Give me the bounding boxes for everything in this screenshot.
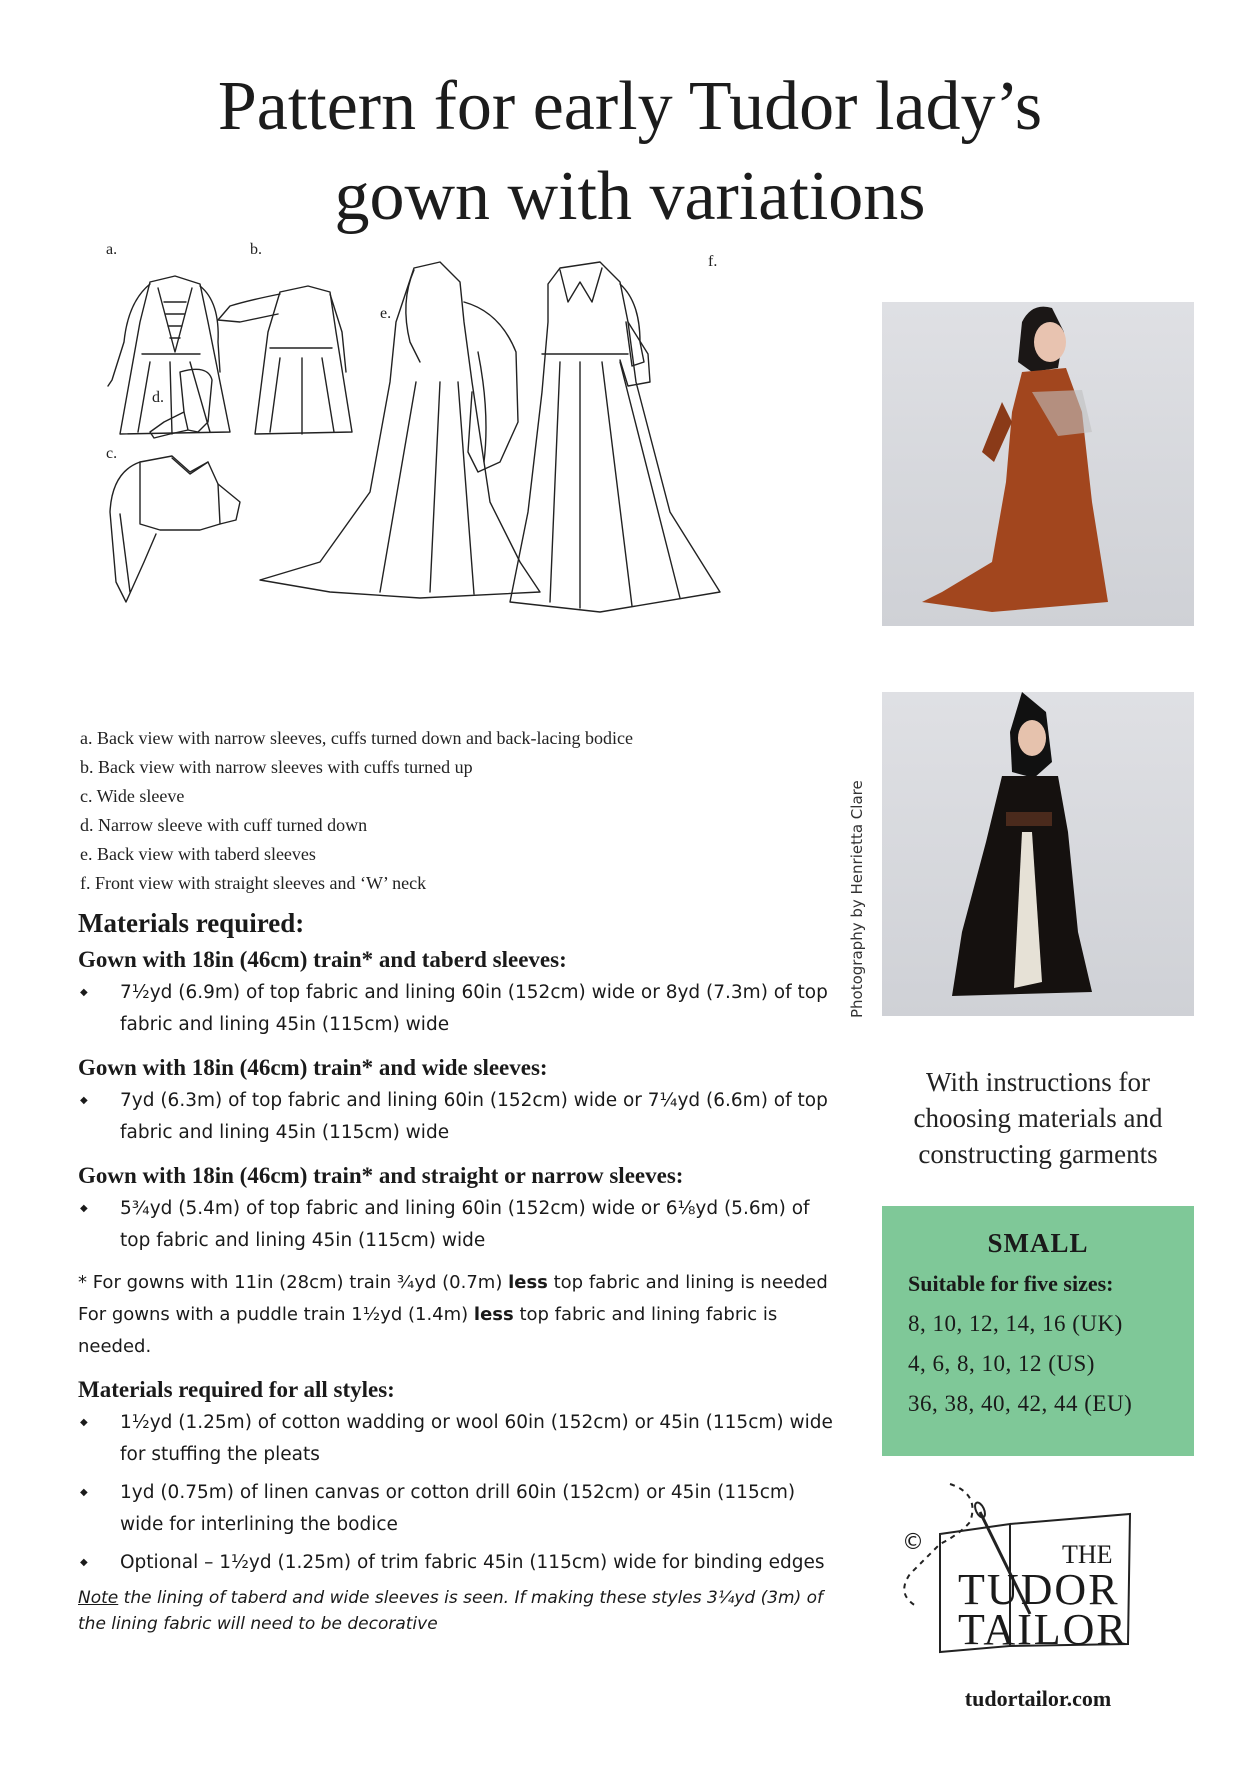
train-footnote: * For gowns with 11in (28cm) train ¾yd (0.7m) less top fabric and lining is needed For gowns with a puddle train 1½yd (1.4m) less top fabric and lining fabric is needed. [78,1272,828,1357]
list-item: ◆ 7yd (6.3m) of top fabric and lining 60in (152cm) wide or 7¼yd (6.6m) of top fabric and lining 45in (115cm) wide [78,1085,838,1149]
caption-a: a. Back view with narrow sleeves, cuffs turned down and back-lacing bodice [80,728,633,748]
list-item: ◆ 1½yd (1.25m) of cotton wadding or wool 60in (152cm) or 45in (115cm) wide for stuffing the pleats [78,1407,838,1471]
gown-illustrations [80,241,840,712]
fig-label-d: d. [152,389,164,406]
fig-label-b: b. [250,241,262,258]
caption-d: d. Narrow sleeve with cuff turned down [80,815,368,835]
photo-orange-gown [882,302,1194,626]
fig-label-f: f. [708,253,718,270]
size-us: 4, 6, 8, 10, 12 (US) [908,1351,1095,1376]
section-taberd-list [78,977,838,1041]
caption-b: b. Back view with narrow sleeves with cuffs turned up [80,757,473,777]
list-item: ◆ 5¾yd (5.4m) of top fabric and lining 60in (152cm) wide or 6⅛yd (5.6m) of top fabric and lining 45in (115cm) wide [78,1193,838,1257]
list-item: ◆ 7½yd (6.9m) of top fabric and lining 60in (152cm) wide or 8yd (7.3m) of top fabric and lining 45in (115cm) wide [78,977,838,1041]
all-styles-list [78,1407,838,1579]
caption-e: e. Back view with taberd sleeves [80,844,316,864]
illustration-f [510,262,720,612]
illustration-c [110,456,240,602]
section-wide-heading: Gown with 18in (46cm) train* and wide sleeves: [78,1055,548,1080]
fig-label-e: e. [380,305,392,322]
all-styles-heading: Materials required for all styles: [78,1377,395,1402]
logo-tudor: TUDOR [958,1565,1120,1614]
section-taberd-heading: Gown with 18in (46cm) train* and taberd sleeves: [78,947,567,972]
illustration-b [218,286,352,434]
website-link[interactable]: tudortailor.com [964,1686,1112,1711]
fig-label-c: c. [106,445,118,462]
lining-note: Note the lining of taberd and wide sleeves is seen. If making these styles 3¼yd (3m) of the lining fabric will need to be decorative [78,1588,824,1634]
materials-heading: Materials required: [78,908,305,938]
copyright-symbol: © [902,1530,924,1555]
section-straight-heading: Gown with 18in (46cm) train* and straight or narrow sleeves: [78,1163,684,1188]
materials-section [78,908,838,1637]
size-uk: 8, 10, 12, 14, 16 (UK) [908,1311,1123,1336]
instructions-blurb: With instructions for choosing materials and constructing garments [913,1067,1163,1169]
illustration-captions [80,724,820,898]
size-box [882,1206,1194,1456]
illustration-a [108,276,230,434]
tudor-tailor-logo [880,1474,1140,1654]
logo-the: THE [1062,1540,1113,1569]
fig-label-a: a. [106,241,118,258]
list-item: ◆ Optional – 1½yd (1.25m) of trim fabric 45in (115cm) wide for binding edges [78,1547,838,1579]
caption-f: f. Front view with straight sleeves and ‘W’ neck [80,873,427,893]
section-straight-list [78,1193,838,1257]
list-item: ◆ 1yd (0.75m) of linen canvas or cotton drill 60in (152cm) or 45in (115cm) wide for interlining the bodice [78,1477,838,1541]
size-suitable: Suitable for five sizes: [908,1271,1114,1296]
size-eu: 36, 38, 40, 42, 44 (EU) [908,1391,1133,1416]
logo-tailor: TAILOR [958,1605,1128,1654]
size-label: SMALL [987,1228,1089,1258]
caption-c: c. Wide sleeve [80,786,185,806]
page-title [0,62,1260,242]
photo-credit: Photography by Henrietta Clare [848,780,866,1018]
title-line-2: gown with variations [334,158,926,235]
photo-black-gown [882,692,1194,1016]
title-line-1: Pattern for early Tudor lady’s [217,68,1043,145]
section-wide-list [78,1085,838,1149]
